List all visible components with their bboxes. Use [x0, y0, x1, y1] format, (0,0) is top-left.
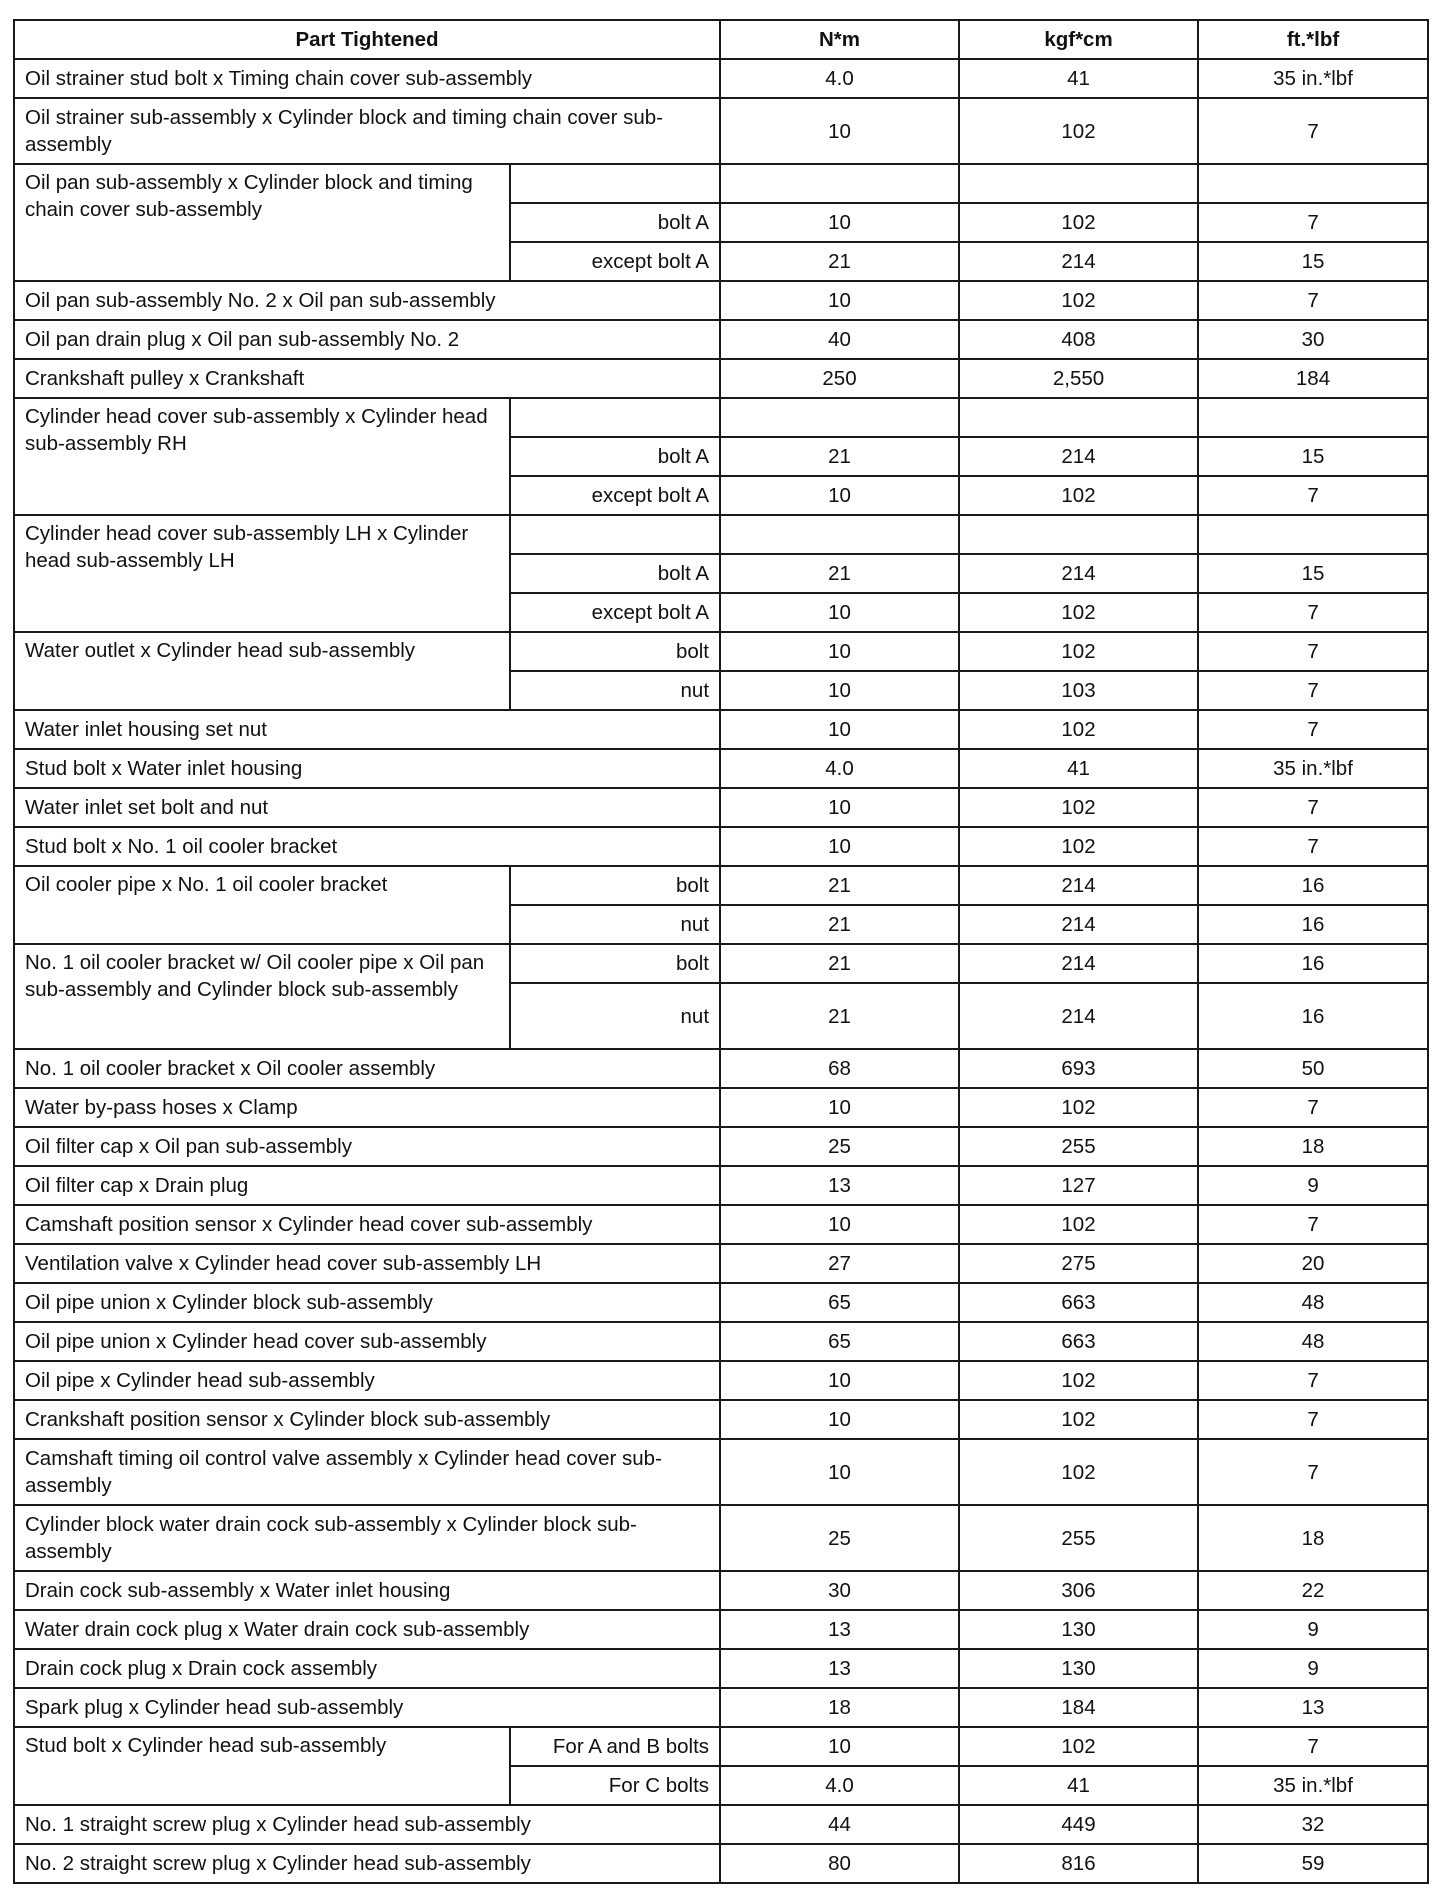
part-tightened-cell: No. 1 oil cooler bracket w/ Oil cooler pipe x Oil pan sub-assembly and Cylinder block sub-assembly [14, 944, 510, 1049]
header-kgfcm: kgf*cm [959, 20, 1198, 59]
torque-kgfcm-cell: 102 [959, 593, 1198, 632]
torque-nm-cell: 10 [720, 1400, 959, 1439]
torque-nm-cell: 80 [720, 1844, 959, 1883]
table-row [14, 1049, 1428, 1088]
part-tightened-cell: Oil pipe x Cylinder head sub-assembly [14, 1361, 720, 1400]
torque-kgfcm-cell: 693 [959, 1049, 1198, 1088]
torque-nm-cell: 10 [720, 1727, 959, 1766]
torque-nm-cell: 10 [720, 203, 959, 242]
table-row [14, 788, 1428, 827]
torque-table-body [14, 59, 1428, 1883]
torque-ftlbf-cell: 7 [1198, 1400, 1428, 1439]
torque-ftlbf-cell: 15 [1198, 554, 1428, 593]
header-part-tightened: Part Tightened [14, 20, 720, 59]
torque-kgfcm-cell: 663 [959, 1322, 1198, 1361]
torque-kgfcm-cell: 255 [959, 1505, 1198, 1571]
table-row [14, 359, 1428, 398]
part-tightened-cell: Oil pipe union x Cylinder head cover sub-assembly [14, 1322, 720, 1361]
torque-nm-cell: 13 [720, 1166, 959, 1205]
part-tightened-cell: Crankshaft position sensor x Cylinder block sub-assembly [14, 1400, 720, 1439]
torque-ftlbf-cell: 35 in.*lbf [1198, 1766, 1428, 1805]
part-tightened-cell: Ventilation valve x Cylinder head cover sub-assembly LH [14, 1244, 720, 1283]
torque-kgfcm-cell: 130 [959, 1610, 1198, 1649]
torque-ftlbf-cell [1198, 398, 1428, 437]
torque-kgfcm-cell: 255 [959, 1127, 1198, 1166]
part-tightened-cell: No. 1 oil cooler bracket x Oil cooler assembly [14, 1049, 720, 1088]
fastener-type-cell: bolt A [510, 554, 720, 593]
part-tightened-cell: Stud bolt x Water inlet housing [14, 749, 720, 788]
table-row [14, 164, 1428, 203]
fastener-type-cell [510, 164, 720, 203]
torque-kgfcm-cell: 102 [959, 1205, 1198, 1244]
table-row [14, 1400, 1428, 1439]
torque-kgfcm-cell: 102 [959, 1727, 1198, 1766]
table-row [14, 1166, 1428, 1205]
torque-nm-cell: 10 [720, 827, 959, 866]
table-row [14, 98, 1428, 164]
table-row [14, 1610, 1428, 1649]
torque-nm-cell: 10 [720, 98, 959, 164]
torque-kgfcm-cell: 102 [959, 1088, 1198, 1127]
part-tightened-cell: Water drain cock plug x Water drain cock sub-assembly [14, 1610, 720, 1649]
torque-ftlbf-cell: 9 [1198, 1610, 1428, 1649]
table-row [14, 1283, 1428, 1322]
torque-ftlbf-cell: 50 [1198, 1049, 1428, 1088]
torque-nm-cell: 21 [720, 944, 959, 983]
part-tightened-cell: Stud bolt x No. 1 oil cooler bracket [14, 827, 720, 866]
table-row [14, 1805, 1428, 1844]
torque-ftlbf-cell: 22 [1198, 1571, 1428, 1610]
torque-nm-cell: 65 [720, 1322, 959, 1361]
torque-ftlbf-cell: 7 [1198, 98, 1428, 164]
header-row [14, 20, 1428, 59]
torque-nm-cell: 250 [720, 359, 959, 398]
torque-ftlbf-cell: 18 [1198, 1127, 1428, 1166]
part-tightened-cell: Cylinder head cover sub-assembly x Cylinder head sub-assembly RH [14, 398, 510, 515]
part-tightened-cell: Drain cock sub-assembly x Water inlet housing [14, 1571, 720, 1610]
table-row [14, 1088, 1428, 1127]
torque-nm-cell: 4.0 [720, 59, 959, 98]
torque-nm-cell: 44 [720, 1805, 959, 1844]
table-row [14, 1688, 1428, 1727]
fastener-type-cell: nut [510, 671, 720, 710]
torque-kgfcm-cell: 41 [959, 1766, 1198, 1805]
torque-nm-cell: 10 [720, 710, 959, 749]
part-tightened-cell: No. 2 straight screw plug x Cylinder head sub-assembly [14, 1844, 720, 1883]
torque-kgfcm-cell [959, 398, 1198, 437]
torque-kgfcm-cell: 2,550 [959, 359, 1198, 398]
table-row [14, 632, 1428, 671]
fastener-type-cell: nut [510, 983, 720, 1049]
table-row [14, 281, 1428, 320]
table-row [14, 1844, 1428, 1883]
torque-nm-cell: 21 [720, 866, 959, 905]
torque-kgfcm-cell: 102 [959, 1361, 1198, 1400]
torque-kgfcm-cell: 816 [959, 1844, 1198, 1883]
part-tightened-cell: Oil filter cap x Oil pan sub-assembly [14, 1127, 720, 1166]
torque-ftlbf-cell: 15 [1198, 242, 1428, 281]
torque-kgfcm-cell: 663 [959, 1283, 1198, 1322]
part-tightened-cell: Drain cock plug x Drain cock assembly [14, 1649, 720, 1688]
torque-ftlbf-cell [1198, 515, 1428, 554]
fastener-type-cell: For C bolts [510, 1766, 720, 1805]
table-row [14, 827, 1428, 866]
table-row [14, 1649, 1428, 1688]
torque-nm-cell: 30 [720, 1571, 959, 1610]
torque-kgfcm-cell: 275 [959, 1244, 1198, 1283]
torque-nm-cell: 4.0 [720, 1766, 959, 1805]
torque-nm-cell: 10 [720, 593, 959, 632]
torque-nm-cell: 27 [720, 1244, 959, 1283]
torque-nm-cell: 21 [720, 554, 959, 593]
fastener-type-cell [510, 398, 720, 437]
part-tightened-cell: Crankshaft pulley x Crankshaft [14, 359, 720, 398]
torque-nm-cell: 10 [720, 788, 959, 827]
torque-nm-cell: 40 [720, 320, 959, 359]
torque-kgfcm-cell: 184 [959, 1688, 1198, 1727]
torque-nm-cell: 4.0 [720, 749, 959, 788]
torque-nm-cell: 10 [720, 281, 959, 320]
table-row [14, 1361, 1428, 1400]
torque-kgfcm-cell: 214 [959, 554, 1198, 593]
table-row [14, 1505, 1428, 1571]
table-row [14, 398, 1428, 437]
table-row [14, 1322, 1428, 1361]
torque-ftlbf-cell: 35 in.*lbf [1198, 749, 1428, 788]
header-nm: N*m [720, 20, 959, 59]
torque-ftlbf-cell: 16 [1198, 983, 1428, 1049]
torque-ftlbf-cell: 7 [1198, 671, 1428, 710]
torque-kgfcm-cell: 102 [959, 710, 1198, 749]
torque-nm-cell: 21 [720, 905, 959, 944]
torque-kgfcm-cell: 214 [959, 866, 1198, 905]
part-tightened-cell: Cylinder block water drain cock sub-assembly x Cylinder block sub-assembly [14, 1505, 720, 1571]
part-tightened-cell: Camshaft position sensor x Cylinder head cover sub-assembly [14, 1205, 720, 1244]
torque-ftlbf-cell: 9 [1198, 1649, 1428, 1688]
torque-kgfcm-cell: 214 [959, 944, 1198, 983]
torque-nm-cell: 25 [720, 1505, 959, 1571]
torque-ftlbf-cell: 30 [1198, 320, 1428, 359]
torque-ftlbf-cell: 16 [1198, 944, 1428, 983]
table-row [14, 1244, 1428, 1283]
torque-ftlbf-cell: 7 [1198, 632, 1428, 671]
torque-ftlbf-cell: 48 [1198, 1322, 1428, 1361]
fastener-type-cell: bolt A [510, 203, 720, 242]
table-row [14, 320, 1428, 359]
torque-nm-cell: 10 [720, 476, 959, 515]
torque-ftlbf-cell: 35 in.*lbf [1198, 59, 1428, 98]
torque-nm-cell: 10 [720, 1361, 959, 1400]
part-tightened-cell: Oil filter cap x Drain plug [14, 1166, 720, 1205]
fastener-type-cell: except bolt A [510, 476, 720, 515]
torque-kgfcm-cell: 214 [959, 905, 1198, 944]
torque-nm-cell: 10 [720, 1205, 959, 1244]
table-row [14, 1439, 1428, 1505]
torque-nm-cell: 21 [720, 437, 959, 476]
torque-kgfcm-cell: 102 [959, 1439, 1198, 1505]
torque-nm-cell: 13 [720, 1610, 959, 1649]
torque-ftlbf-cell: 7 [1198, 203, 1428, 242]
torque-ftlbf-cell: 7 [1198, 710, 1428, 749]
part-tightened-cell: Water inlet housing set nut [14, 710, 720, 749]
table-row [14, 1205, 1428, 1244]
part-tightened-cell: Oil pan drain plug x Oil pan sub-assembly No. 2 [14, 320, 720, 359]
torque-ftlbf-cell: 7 [1198, 593, 1428, 632]
torque-ftlbf-cell: 9 [1198, 1166, 1428, 1205]
torque-ftlbf-cell: 59 [1198, 1844, 1428, 1883]
part-tightened-cell: Spark plug x Cylinder head sub-assembly [14, 1688, 720, 1727]
torque-specification-table [13, 19, 1429, 1884]
fastener-type-cell: bolt [510, 866, 720, 905]
torque-nm-cell: 10 [720, 1088, 959, 1127]
part-tightened-cell: No. 1 straight screw plug x Cylinder head sub-assembly [14, 1805, 720, 1844]
torque-ftlbf-cell: 7 [1198, 476, 1428, 515]
torque-nm-cell: 13 [720, 1649, 959, 1688]
torque-kgfcm-cell: 103 [959, 671, 1198, 710]
part-tightened-cell: Oil pan sub-assembly x Cylinder block and timing chain cover sub-assembly [14, 164, 510, 281]
torque-kgfcm-cell: 102 [959, 788, 1198, 827]
torque-kgfcm-cell: 127 [959, 1166, 1198, 1205]
torque-ftlbf-cell: 7 [1198, 281, 1428, 320]
part-tightened-cell: Oil strainer stud bolt x Timing chain cover sub-assembly [14, 59, 720, 98]
fastener-type-cell: except bolt A [510, 242, 720, 281]
torque-ftlbf-cell: 15 [1198, 437, 1428, 476]
torque-nm-cell: 10 [720, 632, 959, 671]
part-tightened-cell: Oil cooler pipe x No. 1 oil cooler bracket [14, 866, 510, 944]
torque-ftlbf-cell: 184 [1198, 359, 1428, 398]
torque-kgfcm-cell: 130 [959, 1649, 1198, 1688]
torque-ftlbf-cell: 7 [1198, 1361, 1428, 1400]
torque-ftlbf-cell: 20 [1198, 1244, 1428, 1283]
fastener-type-cell: For A and B bolts [510, 1727, 720, 1766]
fastener-type-cell: nut [510, 905, 720, 944]
torque-kgfcm-cell: 102 [959, 632, 1198, 671]
torque-kgfcm-cell: 41 [959, 749, 1198, 788]
table-row [14, 1727, 1428, 1766]
torque-nm-cell: 10 [720, 671, 959, 710]
torque-nm-cell: 21 [720, 242, 959, 281]
part-tightened-cell: Oil pan sub-assembly No. 2 x Oil pan sub-assembly [14, 281, 720, 320]
table-row [14, 749, 1428, 788]
torque-nm-cell [720, 515, 959, 554]
torque-kgfcm-cell: 102 [959, 203, 1198, 242]
fastener-type-cell: bolt A [510, 437, 720, 476]
table-row [14, 866, 1428, 905]
part-tightened-cell: Oil pipe union x Cylinder block sub-assembly [14, 1283, 720, 1322]
part-tightened-cell: Water by-pass hoses x Clamp [14, 1088, 720, 1127]
torque-kgfcm-cell: 102 [959, 827, 1198, 866]
torque-ftlbf-cell: 7 [1198, 1205, 1428, 1244]
torque-nm-cell: 18 [720, 1688, 959, 1727]
torque-nm-cell [720, 398, 959, 437]
torque-ftlbf-cell [1198, 164, 1428, 203]
torque-kgfcm-cell: 102 [959, 476, 1198, 515]
torque-kgfcm-cell: 214 [959, 437, 1198, 476]
torque-kgfcm-cell: 102 [959, 1400, 1198, 1439]
part-tightened-cell: Water inlet set bolt and nut [14, 788, 720, 827]
torque-ftlbf-cell: 48 [1198, 1283, 1428, 1322]
torque-kgfcm-cell: 449 [959, 1805, 1198, 1844]
torque-kgfcm-cell: 214 [959, 242, 1198, 281]
header-ftlbf: ft.*lbf [1198, 20, 1428, 59]
part-tightened-cell: Stud bolt x Cylinder head sub-assembly [14, 1727, 510, 1805]
torque-ftlbf-cell: 7 [1198, 1727, 1428, 1766]
torque-kgfcm-cell: 214 [959, 983, 1198, 1049]
torque-ftlbf-cell: 16 [1198, 905, 1428, 944]
torque-ftlbf-cell: 7 [1198, 788, 1428, 827]
torque-kgfcm-cell: 408 [959, 320, 1198, 359]
table-row [14, 515, 1428, 554]
torque-kgfcm-cell: 306 [959, 1571, 1198, 1610]
torque-kgfcm-cell [959, 164, 1198, 203]
fastener-type-cell: bolt [510, 944, 720, 983]
torque-ftlbf-cell: 13 [1198, 1688, 1428, 1727]
table-row [14, 1571, 1428, 1610]
fastener-type-cell [510, 515, 720, 554]
part-tightened-cell: Oil strainer sub-assembly x Cylinder block and timing chain cover sub-assembly [14, 98, 720, 164]
torque-ftlbf-cell: 32 [1198, 1805, 1428, 1844]
torque-ftlbf-cell: 16 [1198, 866, 1428, 905]
torque-nm-cell: 65 [720, 1283, 959, 1322]
part-tightened-cell: Water outlet x Cylinder head sub-assembly [14, 632, 510, 710]
torque-kgfcm-cell: 102 [959, 98, 1198, 164]
torque-ftlbf-cell: 18 [1198, 1505, 1428, 1571]
torque-ftlbf-cell: 7 [1198, 827, 1428, 866]
torque-nm-cell: 25 [720, 1127, 959, 1166]
torque-nm-cell: 68 [720, 1049, 959, 1088]
torque-kgfcm-cell [959, 515, 1198, 554]
torque-nm-cell [720, 164, 959, 203]
torque-kgfcm-cell: 41 [959, 59, 1198, 98]
fastener-type-cell: except bolt A [510, 593, 720, 632]
part-tightened-cell: Camshaft timing oil control valve assembly x Cylinder head cover sub-assembly [14, 1439, 720, 1505]
fastener-type-cell: bolt [510, 632, 720, 671]
torque-nm-cell: 21 [720, 983, 959, 1049]
table-row [14, 1127, 1428, 1166]
torque-ftlbf-cell: 7 [1198, 1088, 1428, 1127]
torque-ftlbf-cell: 7 [1198, 1439, 1428, 1505]
torque-kgfcm-cell: 102 [959, 281, 1198, 320]
table-row [14, 944, 1428, 983]
torque-nm-cell: 10 [720, 1439, 959, 1505]
table-row [14, 710, 1428, 749]
part-tightened-cell: Cylinder head cover sub-assembly LH x Cylinder head sub-assembly LH [14, 515, 510, 632]
table-row [14, 59, 1428, 98]
